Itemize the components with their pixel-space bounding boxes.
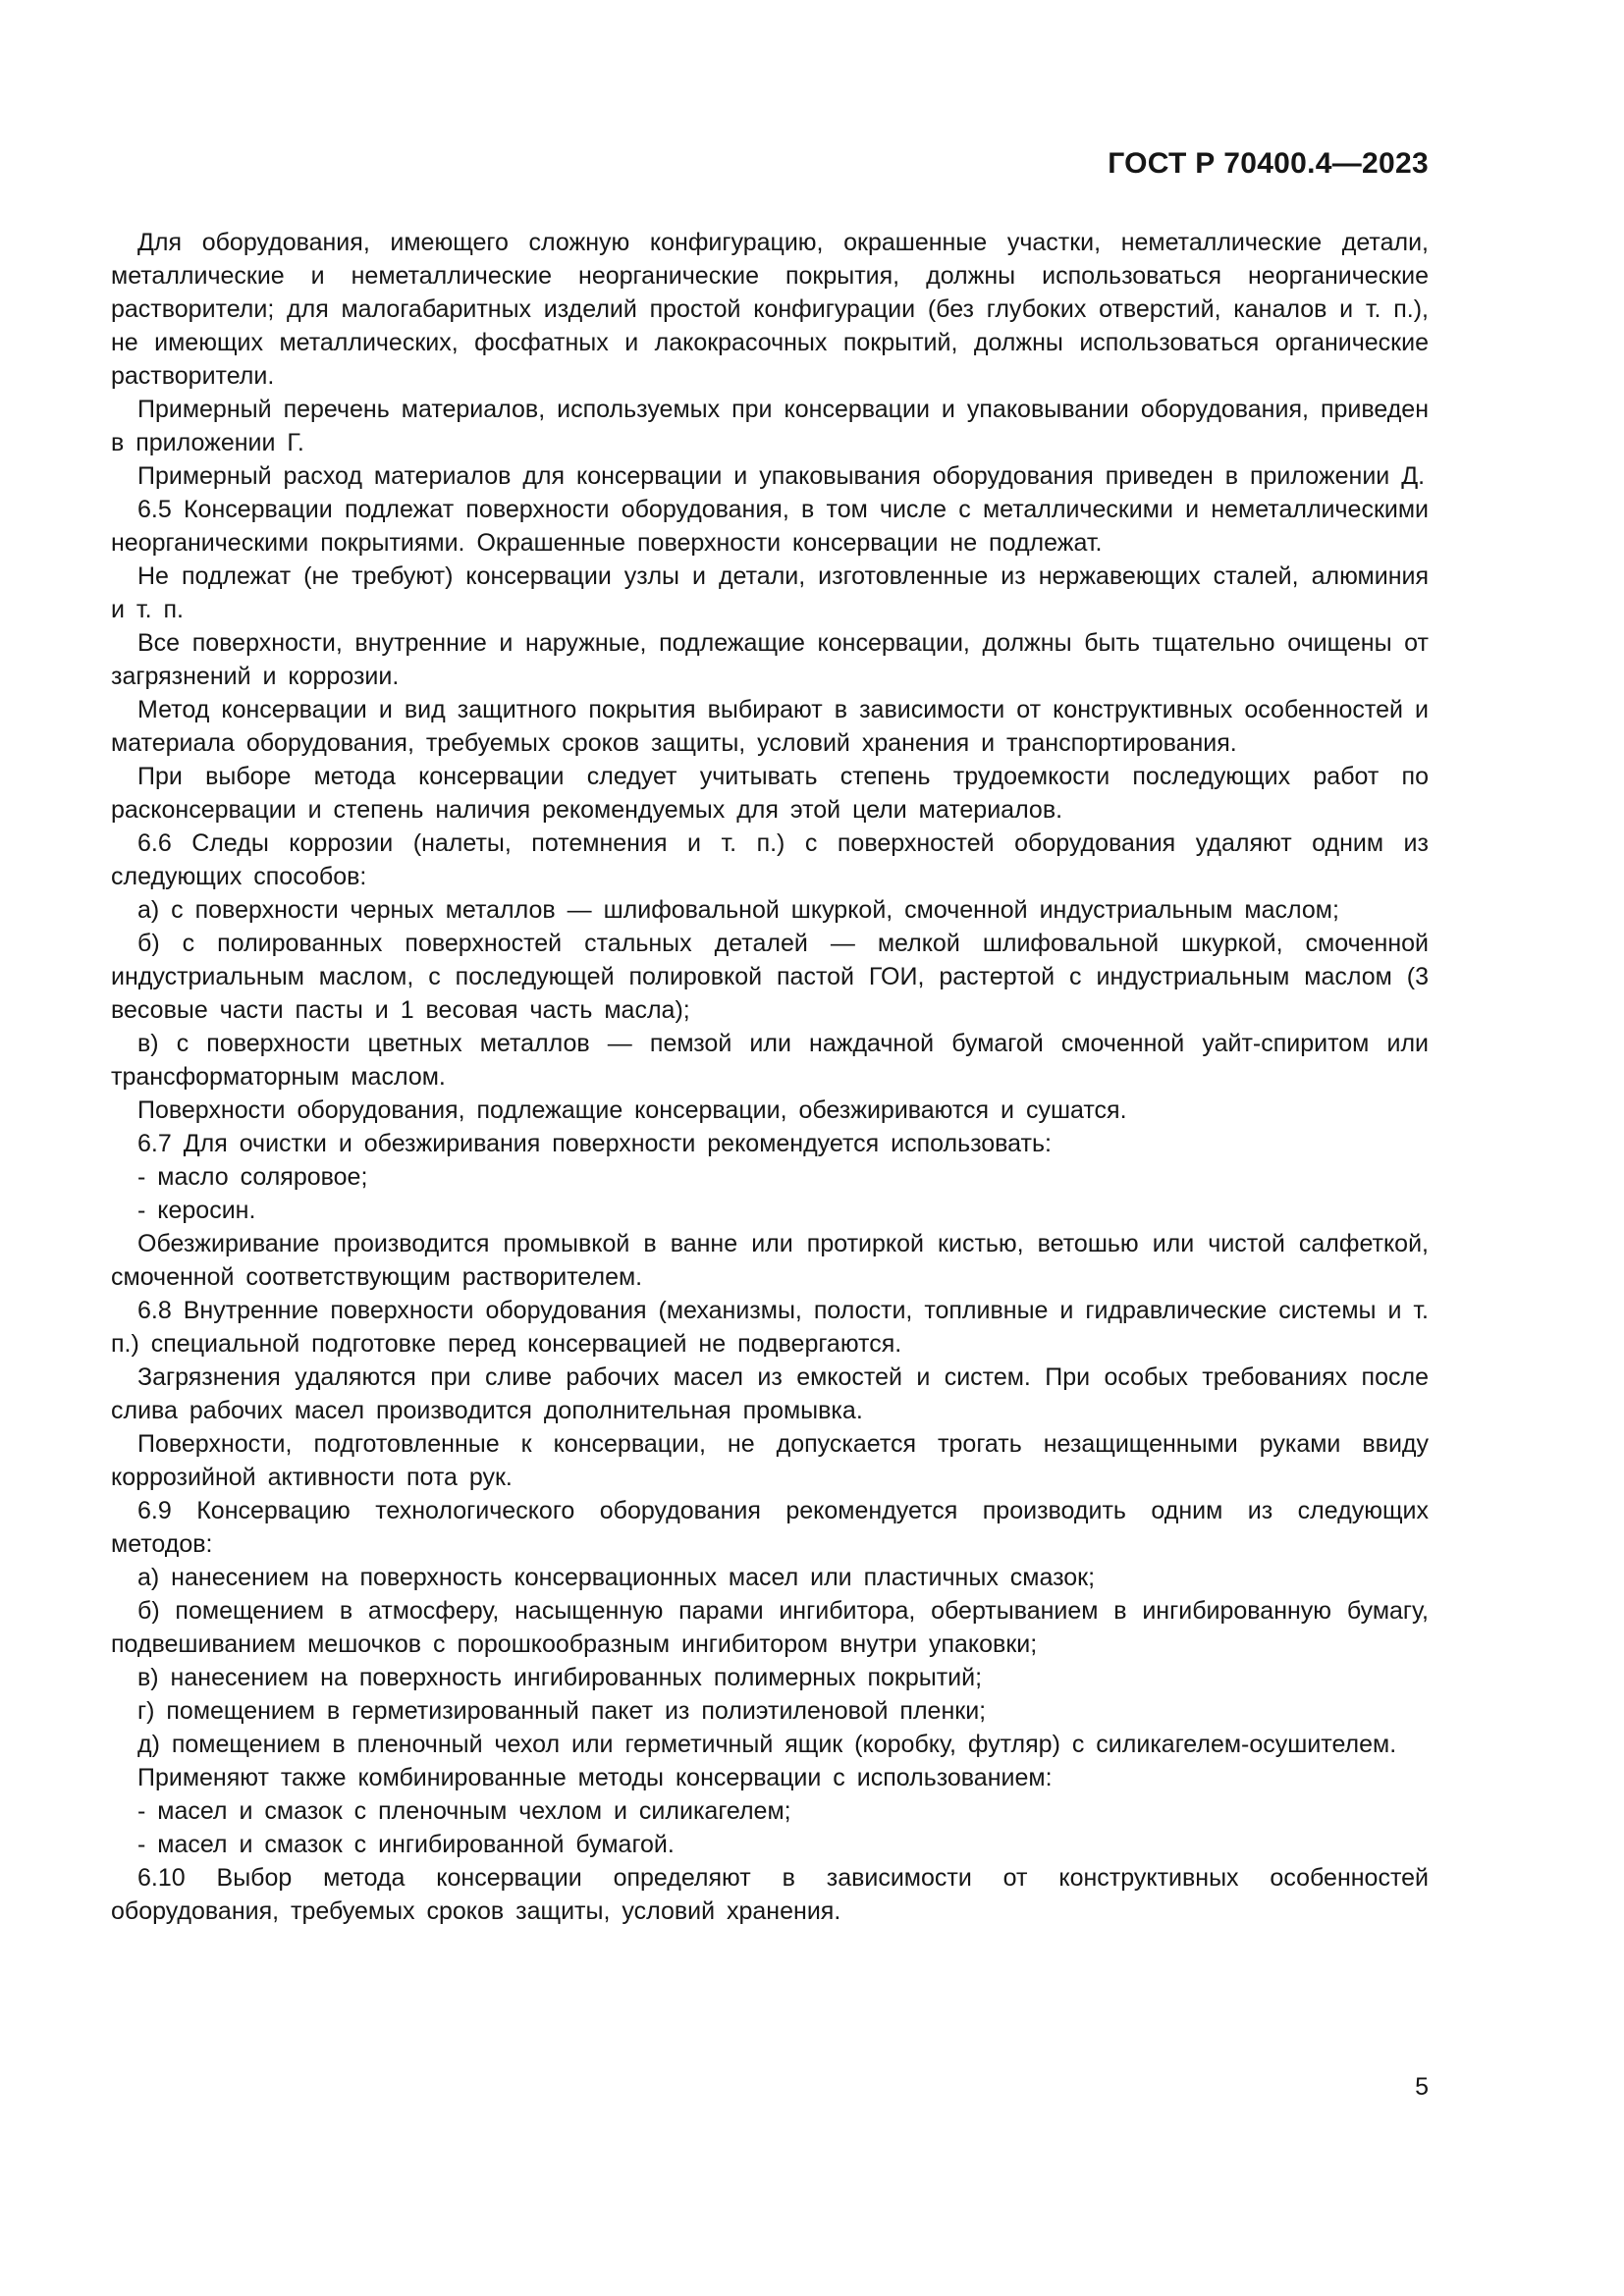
paragraph: а) с поверхности черных металлов — шлифовальной шкуркой, смоченной индустриальным маслом; [137,896,1339,924]
paragraph: - масел и смазок с ингибированной бумагой. [137,1831,675,1858]
paragraph: 6.6 Следы коррозии (налеты, потемнения и т. п.) с поверхностей оборудования удаляют одним из следующих способов: [111,829,1429,890]
paragraph: Применяют также комбинированные методы консервации с использованием: [137,1764,1053,1791]
paragraph: г) помещением в герметизированный пакет из полиэтиленовой пленки; [137,1697,987,1725]
paragraph: Примерный перечень материалов, используемых при консервации и упаковывании оборудования, приведен в приложении Г. [111,396,1429,456]
paragraph: Поверхности оборудования, подлежащие консервации, обезжириваются и сушатся. [137,1096,1127,1124]
paragraph: Обезжиривание производится промывкой в ванне или протиркой кистью, ветошью или чистой салфеткой, смоченной соответствующим растворителем. [111,1230,1429,1291]
paragraph: 6.7 Для очистки и обезжиривания поверхности рекомендуется использовать: [137,1130,1052,1157]
paragraph: д) помещением в пленочный чехол или герметичный ящик (коробку, футляр) с силикагелем-осушителем. [137,1731,1397,1758]
paragraph: б) с полированных поверхностей стальных деталей — мелкой шлифовальной шкуркой, смоченной индустриальным маслом, с последующей полировкой пастой ГОИ, растертой с индустриальным маслом (3 весовые части пасты и 1 весовая часть масла); [111,930,1429,1024]
document-code-header: ГОСТ Р 70400.4—2023 [1108,147,1429,180]
paragraph: Для оборудования, имеющего сложную конфигурацию, окрашенные участки, неметаллические детали, металлические и неметаллические неорганические покрытия, должны использоваться неорганические растворители; для малогабаритных изделий простой конфигурации (без глубоких отверстий, каналов и т. п.), не имеющих металлических, фосфатных и лакокрасочных покрытий, должны использоваться органические растворители. [111,229,1429,390]
paragraph: Метод консервации и вид защитного покрытия выбирают в зависимости от конструктивных особенностей и материала оборудования, требуемых сроков защиты, условий хранения и транспортирования. [111,696,1429,757]
paragraph: 6.8 Внутренние поверхности оборудования (механизмы, полости, топливные и гидравлические системы и т. п.) специальной подготовке перед консервацией не подвергаются. [111,1297,1429,1358]
paragraph: 6.5 Консервации подлежат поверхности оборудования, в том числе с металлическими и неметаллическими неорганическими покрытиями. Окрашенные поверхности консервации не подлежат. [111,496,1429,557]
paragraph: а) нанесением на поверхность консервационных масел или пластичных смазок; [137,1564,1096,1591]
paragraph: в) с поверхности цветных металлов — пемзой или наждачной бумагой смоченной уайт-спиритом или трансформаторным маслом. [111,1030,1429,1091]
paragraph: Поверхности, подготовленные к консервации, не допускается трогать незащищенными руками ввиду коррозийной активности пота рук. [111,1430,1429,1491]
paragraph: Не подлежат (не требуют) консервации узлы и детали, изготовленные из нержавеющих сталей, алюминия и т. п. [111,562,1429,623]
paragraph: Загрязнения удаляются при сливе рабочих масел из емкостей и систем. При особых требованиях после слива рабочих масел производится дополнительная промывка. [111,1363,1429,1424]
paragraph: - масел и смазок с пленочным чехлом и силикагелем; [137,1797,791,1825]
paragraph: - керосин. [137,1197,256,1224]
paragraph: 6.9 Консервацию технологического оборудования рекомендуется производить одним из следующих методов: [111,1497,1429,1558]
paragraph: б) помещением в атмосферу, насыщенную парами ингибитора, обертыванием в ингибированную бумагу, подвешиванием мешочков с порошкообразным ингибитором внутри упаковки; [111,1597,1429,1658]
document-body [111,226,1429,1928]
paragraph: - масло соляровое; [137,1163,368,1191]
paragraph: 6.10 Выбор метода консервации определяют в зависимости от конструктивных особенностей оборудования, требуемых сроков защиты, условий хранения. [111,1864,1429,1925]
paragraph: Все поверхности, внутренние и наружные, подлежащие консервации, должны быть тщательно очищены от загрязнений и коррозии. [111,629,1429,690]
paragraph: в) нанесением на поверхность ингибированных полимерных покрытий; [137,1664,983,1691]
page-number: 5 [1415,2073,1429,2101]
paragraph: При выборе метода консервации следует учитывать степень трудоемкости последующих работ по расконсервации и степень наличия рекомендуемых для этой цели материалов. [111,763,1429,824]
paragraph: Примерный расход материалов для консервации и упаковывания оборудования приведен в приложении Д. [137,462,1426,490]
